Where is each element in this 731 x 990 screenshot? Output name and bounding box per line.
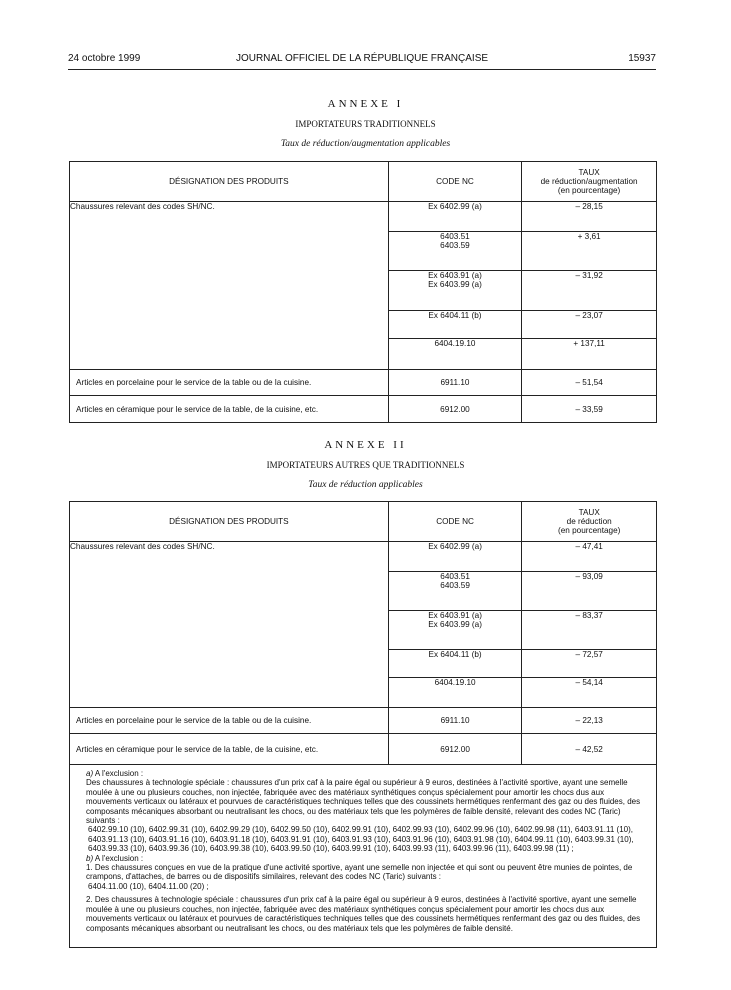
code-line-2: 6403.59: [440, 581, 470, 590]
rate-cell: – 72,57: [522, 650, 657, 678]
rate-cell: + 137,11: [522, 339, 657, 370]
rate-cell: + 3,61: [522, 232, 657, 271]
code-line-2: Ex 6403.99 (a): [428, 620, 482, 629]
rate-cell: – 42,52: [522, 734, 657, 765]
annex-2-subtitle: IMPORTATEURS AUTRES QUE TRADITIONNELS: [266, 460, 465, 470]
table-header-row: [70, 162, 657, 202]
annex-2-heading: [0, 439, 731, 490]
rate-cell: – 54,14: [522, 678, 657, 708]
shoes-designation: Chaussures relevant des codes SH/NC.: [70, 202, 389, 370]
code-cell: 6404.19.10: [388, 339, 522, 370]
code-line-2: 6403.59: [440, 241, 470, 250]
rate-cell: – 93,09: [522, 572, 657, 611]
code-line-1: Ex 6403.91 (a): [428, 271, 482, 280]
footnote-a-marker: a): [86, 769, 94, 778]
code-line-1: Ex 6403.91 (a): [428, 611, 482, 620]
footnote-b-marker: b): [86, 853, 94, 863]
table-row: [70, 708, 657, 734]
footnote-b1-text: 1. Des chaussures conçues en vue de la pratique d'une activité sportive, ayant une semelle non injectée et qui sont ou peuvent être munies de pointes, de crampons, d'attaches, de barres ou de dispositifs similaires, relevant des codes NC (Taric) suivants :: [86, 863, 633, 882]
code-cell: [388, 271, 522, 311]
code-cell: Ex 6402.99 (a): [388, 542, 522, 572]
footnote-b1-codes: 6404.11.00 (10), 6404.11.00 (20) ;: [88, 881, 209, 891]
footnote-b-intro-text: A l'exclusion :: [94, 853, 144, 863]
rate-cell: – 47,41: [522, 542, 657, 572]
rate-cell: – 83,37: [522, 611, 657, 650]
footnotes-box: [69, 764, 657, 948]
code-cell: [388, 611, 522, 650]
table-row: [70, 370, 657, 396]
code-cell: Ex 6402.99 (a): [388, 202, 522, 232]
annex-2-table: [69, 501, 657, 765]
porcelain-designation: Articles en porcelaine pour le service de la table ou de la cuisine.: [70, 370, 389, 396]
rate-cell: – 28,15: [522, 202, 657, 232]
table-row: [70, 542, 657, 572]
column-rate-unit: (en pourcentage): [557, 186, 621, 195]
page-header: [68, 53, 656, 67]
column-rate: [522, 502, 657, 542]
column-rate-unit: (en pourcentage): [558, 526, 621, 535]
footnote-b2-text: 2. Des chaussures à technologie spéciale : chaussures d'un prix caf à la paire égal ou supérieur à 9 euros, destinées à l'activité sportive, ayant une semelle moulée à une ou plusieurs couches, non injectée, fabriquée avec des matériaux synthétiques conçus spécialement pour amortir les chocs dus aux mouvements verticaux ou latéraux et pourvues de caractéristiques techniques telles que des coussinets hermétiques renfermant des gaz ou des fluides, des composants mécaniques absorbant ou neutralisant les chocs, ou des matériaux tels que les polymères de faible densité.: [86, 895, 641, 933]
shoes-designation: Chaussures relevant des codes SH/NC.: [70, 542, 389, 708]
footnote-a-intro-text: A l'exclusion :: [94, 769, 144, 778]
annex-2-title: ANNEXE II: [324, 439, 407, 451]
code-cell: 6912.00: [388, 396, 522, 423]
header-date: 24 octobre 1999: [68, 53, 141, 64]
column-rate-subtitle: de réduction/augmentation: [540, 177, 638, 186]
footnote-a-text: Des chaussures à technologie spéciale : chaussures d'un prix caf à la paire égal ou supérieur à 9 euros, destinées à l'activité sportive, ayant une semelle moulée à une ou plusieurs couches, non injectée, fabriquée avec des matériaux synthétiques conçus spécialement pour amortir les chocs dus aux mouvements verticaux ou latéraux et pourvues de caractéristiques techniques telles que des coussinets hermétiques renfermant des gaz ou des fluides, des composants mécaniques absorbant ou neutralisant les chocs, ou des matériaux tels que les polymères de faible densité, relevant des codes NC (Taric) suivants :: [86, 778, 641, 826]
table-row: [70, 202, 657, 232]
code-cell: Ex 6404.11 (b): [388, 311, 522, 339]
header-page-number: 15937: [628, 53, 656, 64]
rate-cell: – 33,59: [522, 396, 657, 423]
code-cell: Ex 6404.11 (b): [388, 650, 522, 678]
footnote-b-intro: [76, 854, 650, 863]
column-code: CODE NC: [388, 502, 522, 542]
code-line-1: 6403.51: [440, 232, 470, 241]
annex-1-caption: Taux de réduction/augmentation applicables: [280, 139, 451, 149]
rate-cell: – 23,07: [522, 311, 657, 339]
code-cell: 6912.00: [388, 734, 522, 765]
footnote-a-intro: [76, 769, 650, 778]
porcelain-designation: Articles en porcelaine pour le service de la table ou de la cuisine.: [70, 708, 389, 734]
code-line-2: Ex 6403.99 (a): [428, 280, 482, 289]
code-cell: 6404.19.10: [388, 678, 522, 708]
header-journal-title: JOURNAL OFFICIEL DE LA RÉPUBLIQUE FRANÇAISE: [235, 53, 489, 64]
table-row: [70, 396, 657, 423]
column-designation: DÉSIGNATION DES PRODUITS: [70, 162, 389, 202]
code-cell: 6911.10: [388, 708, 522, 734]
table-row: [70, 734, 657, 765]
rate-cell: – 22,13: [522, 708, 657, 734]
annex-1-title: ANNEXE I: [327, 98, 404, 110]
column-rate: [522, 162, 657, 202]
header-rule: [68, 69, 656, 70]
column-designation: DÉSIGNATION DES PRODUITS: [70, 502, 389, 542]
annex-1-heading: [0, 98, 731, 149]
code-cell: [388, 572, 522, 611]
annex-2-caption: Taux de réduction applicables: [308, 480, 423, 490]
column-code: CODE NC: [388, 162, 522, 202]
column-rate-title: TAUX: [578, 508, 600, 517]
ceramic-designation: Articles en céramique pour le service de la table, de la cuisine, etc.: [70, 396, 389, 423]
table-header-row: [70, 502, 657, 542]
rate-cell: – 31,92: [522, 271, 657, 311]
rate-cell: – 51,54: [522, 370, 657, 396]
code-cell: 6911.10: [388, 370, 522, 396]
column-rate-title: TAUX: [578, 168, 600, 177]
ceramic-designation: Articles en céramique pour le service de la table, de la cuisine, etc.: [70, 734, 389, 765]
annex-1-subtitle: IMPORTATEURS TRADITIONNELS: [295, 119, 436, 129]
footnote-a-codes: 6402.99.10 (10), 6402.99.31 (10), 6402.99.29 (10), 6402.99.50 (10), 6402.99.91 (10), 6402.99.93 (10), 6402.99.96 (10), 6402.99.98 (11), 6403.91.11 (10), 6403.91.13 (10), 6403.91.16 (10), 6403.91.18 (10), 6403.91.91 (10), 6403.91.93 (10), 6403.91.96 (10), 6403.91.98 (10), 6404.99.11 (10), 6403.99.31 (10), 6403.99.33 (10), 6403.99.36 (10), 6403.99.38 (10), 6403.99.50 (10), 6403.99.91 (10), 6403.99.93 (11), 6403.99.96 (11), 6403.99.98 (11) ;: [88, 825, 634, 854]
column-rate-subtitle: de réduction: [566, 517, 612, 526]
annex-1-table: [69, 161, 657, 423]
code-cell: [388, 232, 522, 271]
code-line-1: 6403.51: [440, 572, 470, 581]
